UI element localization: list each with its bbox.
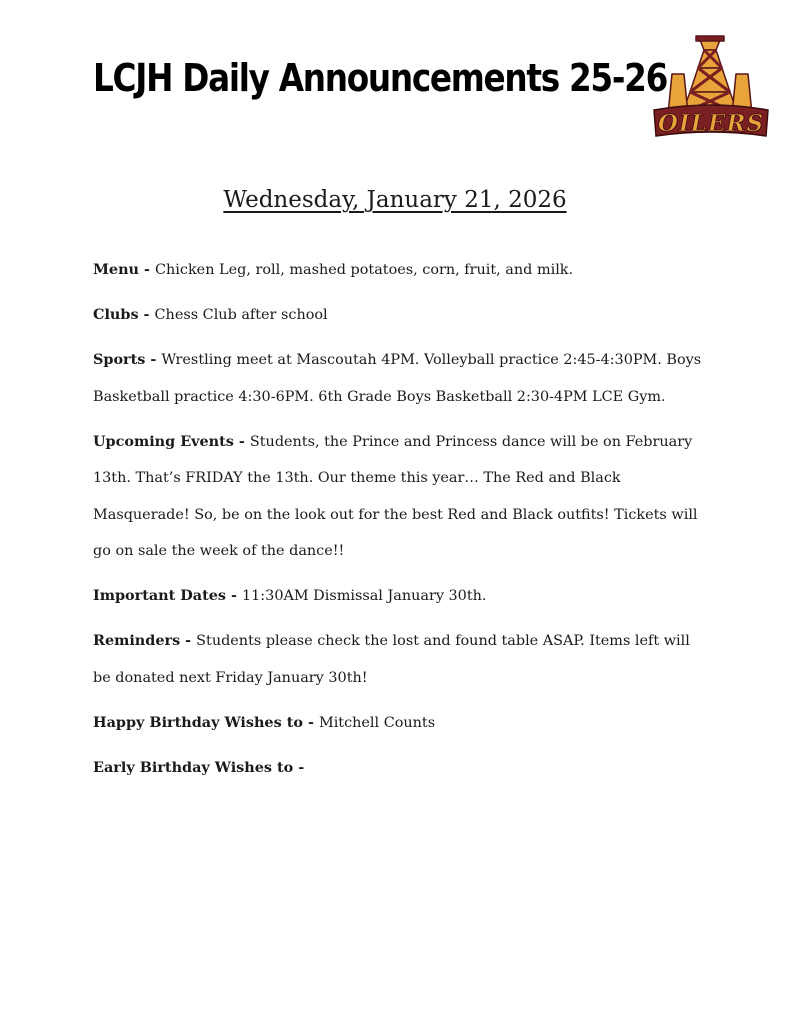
oilers-wordmark (654, 105, 768, 137)
announcement-text: Mitchell Counts (318, 714, 436, 731)
announcement-reminders (93, 623, 703, 696)
announcement-label: Upcoming Events - (93, 432, 250, 450)
announcement-label: Reminders - (93, 632, 197, 649)
announcement-label: Clubs - (93, 306, 155, 323)
announcement-early-birthday (93, 750, 703, 787)
announcement-sports (93, 342, 703, 415)
oil-derrick-icon (668, 36, 752, 114)
page-title: LCJH Daily Announcements 25-26 (93, 56, 668, 100)
announcements-list (93, 252, 703, 795)
announcement-menu (93, 252, 703, 289)
announcement-label: Menu - (93, 261, 156, 278)
announcement-clubs (93, 297, 703, 334)
announcement-text: Students please check the lost and found table ASAP. Items left will be donated next Friday January 30th! (93, 633, 690, 686)
date-heading (0, 184, 790, 216)
date-text: Wednesday, January 21, 2026 (223, 187, 567, 213)
announcement-upcoming-events (93, 424, 703, 570)
svg-text:OILERS: OILERS (657, 110, 765, 137)
announcement-label: Happy Birthday Wishes to - (93, 713, 319, 731)
announcement-important-dates (93, 578, 703, 615)
announcement-label: Sports - (93, 351, 162, 368)
announcement-label: Early Birthday Wishes to - (93, 758, 305, 776)
oilers-logo (650, 34, 772, 142)
announcement-text: 11:30AM Dismissal January 30th. (242, 588, 487, 604)
announcement-text: Chess Club after school (154, 307, 328, 323)
announcement-happy-birthday (93, 705, 703, 742)
announcement-text: Wrestling meet at Mascoutah 4PM. Volleyball practice 2:45-4:30PM. Boys Basketball practice 4:30-6PM. 6th Grade Boys Basketball 2:30-4PM LCE Gym. (93, 352, 702, 405)
announcement-text: Chicken Leg, roll, mashed potatoes, corn, fruit, and milk. (155, 262, 574, 278)
announcement-text: Students, the Prince and Princess dance will be on February 13th. That’s FRIDAY the 13th. Our theme this year… The Red and Black Masquerade! So, be on the look out for the best Red and Black outfits! Tickets will go on sale the week of the dance!! (93, 433, 698, 559)
announcement-label: Important Dates - (93, 587, 242, 604)
